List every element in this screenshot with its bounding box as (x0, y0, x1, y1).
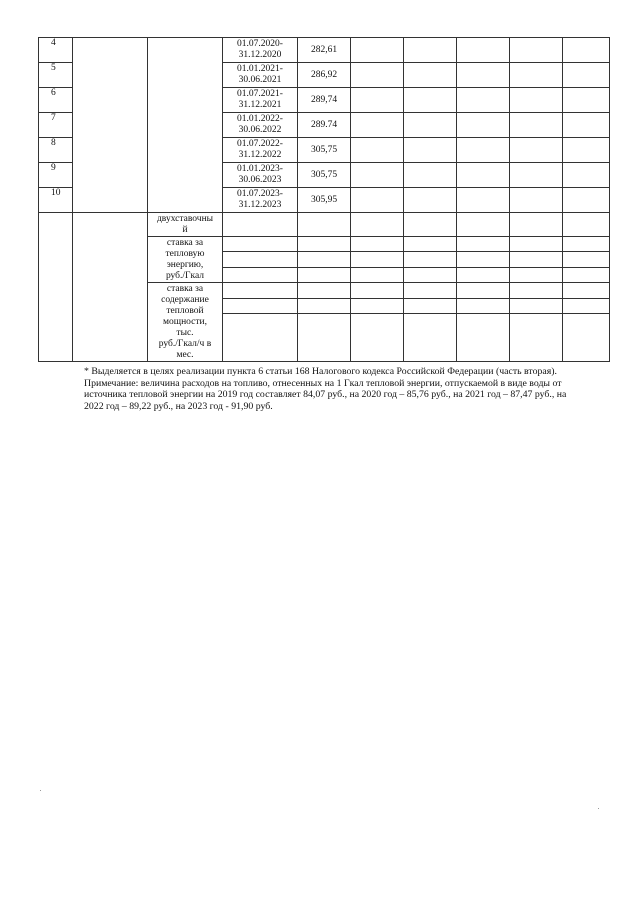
period-cell: 01.01.2023- 30.06.2023 (223, 163, 298, 188)
row-number: 10 (39, 188, 73, 213)
two-rate-label: двухставочны й (148, 213, 223, 237)
row-number: 8 (39, 138, 73, 163)
notes-block (84, 366, 604, 412)
row-number: 5 (39, 63, 73, 88)
table-row (39, 213, 610, 237)
indicator-cell (73, 213, 148, 362)
note-line: источника тепловой энергии на 2019 год составляет 84,07 руб., на 2020 год – 85,76 руб., на 2021 год – 87,47 руб., на (84, 389, 567, 400)
heat-rate-label: ставка за тепловую энергию, руб./Гкал (148, 237, 223, 283)
note-line: Примечание: величина расходов на топливо, отнесенных на 1 Гкал тепловой энергии, отпускаемой в виде воды от (84, 377, 562, 389)
indicator-cell (73, 38, 148, 213)
period-cell: 01.07.2020- 31.12.2020 (223, 38, 298, 63)
period-cell: 01.07.2021- 31.12.2021 (223, 88, 298, 113)
scan-speck (598, 808, 599, 809)
period-cell: 01.07.2023- 31.12.2023 (223, 188, 298, 213)
tariff-value: 286,92 (298, 63, 351, 88)
row-number: 6 (39, 88, 73, 113)
table-row (39, 38, 610, 63)
period-cell: 01.07.2022- 31.12.2022 (223, 138, 298, 163)
tariff-value: 289,74 (298, 88, 351, 113)
row-number: 7 (39, 113, 73, 138)
tariff-table (38, 37, 610, 362)
tariff-value: 305,95 (298, 188, 351, 213)
tariff-value: 305,75 (298, 163, 351, 188)
tariff-value: 305,75 (298, 138, 351, 163)
period-cell: 01.01.2021- 30.06.2021 (223, 63, 298, 88)
power-rate-label: ставка за содержание тепловой мощности, тыс. руб./Гкал/ч в мес. (148, 283, 223, 362)
period-cell: 01.01.2022- 30.06.2022 (223, 113, 298, 138)
tariff-value: 289.74 (298, 113, 351, 138)
tariff-type-cell (148, 38, 223, 213)
scan-speck (40, 790, 41, 791)
row-number: 4 (39, 38, 73, 63)
tariff-value: 282,61 (298, 38, 351, 63)
row-number: 9 (39, 163, 73, 188)
note-line: 2022 год – 89,22 руб., на 2023 год - 91,90 руб. (84, 400, 273, 412)
footnote: * Выделяется в целях реализации пункта 6 статьи 168 Налогового кодекса Российской Федерации (часть вторая). (84, 366, 557, 377)
row-number (39, 213, 73, 362)
